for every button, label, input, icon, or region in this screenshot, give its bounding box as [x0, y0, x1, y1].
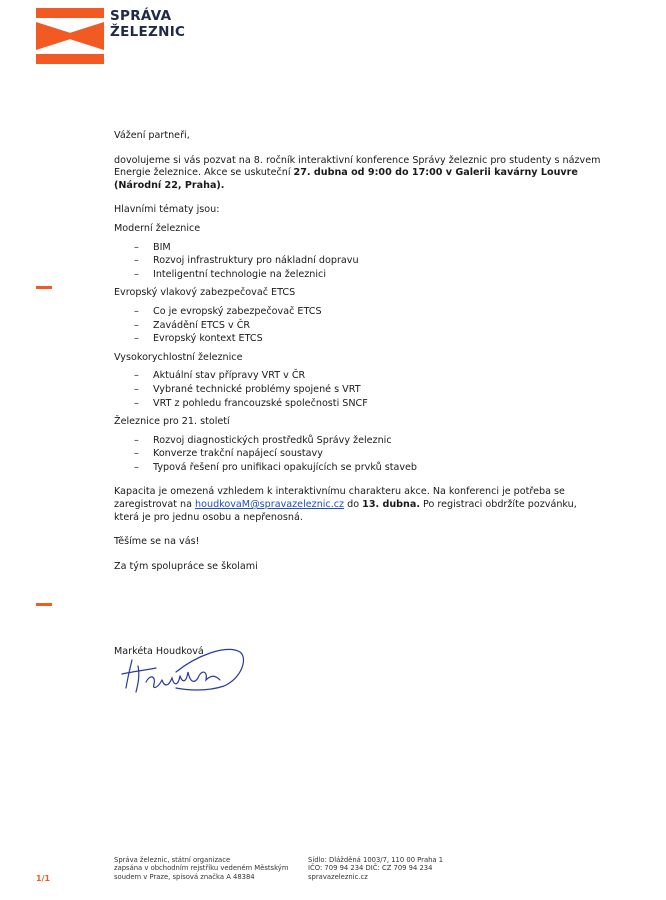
section-title: Moderní železnice: [114, 222, 201, 234]
letter-body: [114, 130, 604, 585]
list-item: – Rozvoj diagnostických prostředků Správy železnic: [114, 435, 604, 448]
section-title: Železnice pro 21. století: [114, 416, 230, 428]
footer-line: spravazeleznic.cz: [308, 872, 368, 881]
footer-company-info: [114, 856, 288, 881]
list-item: – BIM: [114, 242, 604, 255]
company-logo: [36, 8, 196, 66]
capacity-text: Kapacita je omezená vzhledem k interaktivnímu charakteru akce. Na konferenci je potřeba se zaregistrovat na: [114, 486, 565, 511]
list-item: – Typová řešení pro unifikaci opakujících se prvků staveb: [114, 462, 604, 475]
footer-line: zapsána v obchodním rejstříku vedeném Městským: [114, 864, 289, 873]
salutation: Vážení partneři,: [114, 130, 190, 141]
event-details: 27. dubna od 9:00 do 17:00 v Galerii kavárny Louvre (Národní 22, Praha).: [114, 167, 578, 191]
page-number: 1/1: [36, 874, 51, 883]
section-title: Evropský vlakový zabezpečovač ETCS: [114, 287, 296, 299]
list-item: – Evropský kontext ETCS: [114, 333, 604, 346]
list-item: – Zavádění ETCS v ČR: [114, 320, 604, 333]
list-item: – Inteligentní technologie na železnici: [114, 269, 604, 282]
topic-list: [114, 435, 604, 475]
signatory-name: Markéta Houdková: [114, 646, 204, 657]
footer-line: soudem v Praze, spisová značka A 48384: [114, 872, 255, 881]
team-line: Za tým spolupráce se školami: [114, 560, 258, 572]
list-item: – Vybrané technické problémy spojené s VRT: [114, 384, 604, 397]
logo-mark-icon: [36, 8, 104, 64]
intro-text: dovolujeme si vás pozvat na 8. ročník interaktivní konference Správy železnic pro studenty s názvem Energie železnice. Akce se uskuteční: [114, 154, 601, 179]
registration-deadline: 13. dubna.: [362, 499, 420, 511]
registration-email-link[interactable]: houdkovaM@spravazeleznic.cz: [195, 499, 345, 511]
list-item: – Konverze trakční napájecí soustavy: [114, 448, 604, 461]
capacity-paragraph: [114, 486, 604, 524]
topics-intro: Hlavními tématy jsou:: [114, 204, 220, 216]
logo-line-1: SPRÁVA: [110, 8, 172, 24]
footer-line: Správa železnic, státní organizace: [114, 856, 231, 864]
list-item: – Rozvoj infrastruktury pro nákladní dopravu: [114, 255, 604, 268]
logo-wordmark: [110, 8, 185, 40]
topic-list: [114, 370, 604, 410]
capacity-text-3: Po registraci obdržíte pozvánku, která je pro jednu osobu a nepřenosná.: [114, 499, 577, 523]
section-title: Vysokorychlostní železnice: [114, 351, 243, 363]
topic-list: [114, 306, 604, 346]
footer-line: IČO: 709 94 234 DIČ: CZ 709 94 234: [308, 864, 433, 873]
logo-line-2: ŽELEZNIC: [110, 24, 186, 40]
closing-line: Těšíme se na vás!: [114, 536, 200, 548]
intro-paragraph: [114, 155, 604, 193]
footer-address-info: [308, 856, 443, 881]
fold-mark-upper: [36, 286, 52, 289]
fold-mark-lower: [36, 603, 52, 606]
list-item: – Co je evropský zabezpečovač ETCS: [114, 306, 604, 319]
capacity-text-2: do: [344, 499, 363, 511]
list-item: – VRT z pohledu francouzské společnosti SNCF: [114, 398, 604, 411]
footer-line: Sídlo: Dlážděná 1003/7, 110 00 Praha 1: [308, 856, 444, 864]
list-item: – Aktuální stav přípravy VRT v ČR: [114, 370, 604, 383]
handwritten-signature: [116, 638, 250, 700]
topic-list: [114, 242, 604, 282]
